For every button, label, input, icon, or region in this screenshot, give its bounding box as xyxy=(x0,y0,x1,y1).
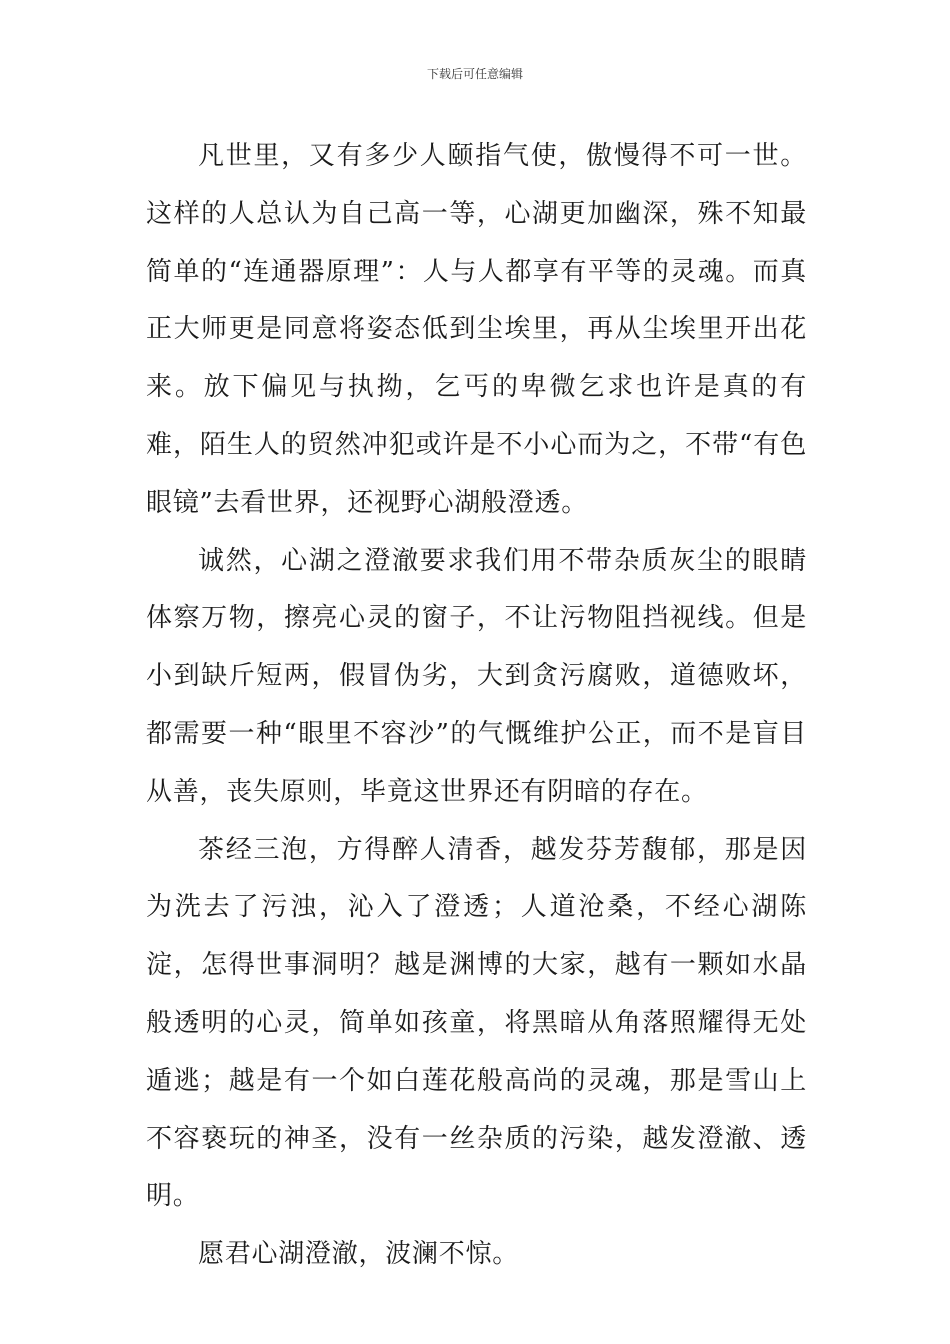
paragraph-3: 茶经三泡，方得醉人清香，越发芬芳馥郁，那是因为洗去了污浊，沁入了澄透；人道沧桑，不经心湖陈淀，怎得世事洞明？越是渊博的大家，越有一颗如水晶般透明的心灵，简单如孩童，将黑暗从角落照耀得无处遁逃；越是有一个如白莲花般高尚的灵魂，那是雪山上不容亵玩的神圣，没有一丝杂质的污染，越发澄澈、透明。 xyxy=(146,834,807,1212)
paragraph-2: 诚然，心湖之澄澈要求我们用不带杂质灰尘的眼睛体察万物，擦亮心灵的窗子，不让污物阻挡视线。但是小到缺斤短两，假冒伪劣，大到贪污腐败，道德败坏，都需要一种“眼里不容沙”的气慨维护公正，而不是盲目从善，丧失原则，毕竟这世界还有阴暗的存在。 xyxy=(146,545,807,807)
paragraph-4: 愿君心湖澄澈，波澜不惊。 xyxy=(198,1239,520,1270)
article-body xyxy=(146,128,807,1284)
paragraph-1: 凡世里，又有多少人颐指气使，傲慢得不可一世。这样的人总认为自己高一等，心湖更加幽深，殊不知最简单的“连通器原理”：人与人都享有平等的灵魂。而真正大师更是同意将姿态低到尘埃里，再从尘埃里开出花来。放下偏见与执拗，乞丐的卑微乞求也许是真的有难，陌生人的贸然冲犯或许是不小心而为之，不带“有色眼镜”去看世界，还视野心湖般澄透。 xyxy=(146,141,807,518)
page-header-note: 下载后可任意编辑 xyxy=(426,67,523,81)
